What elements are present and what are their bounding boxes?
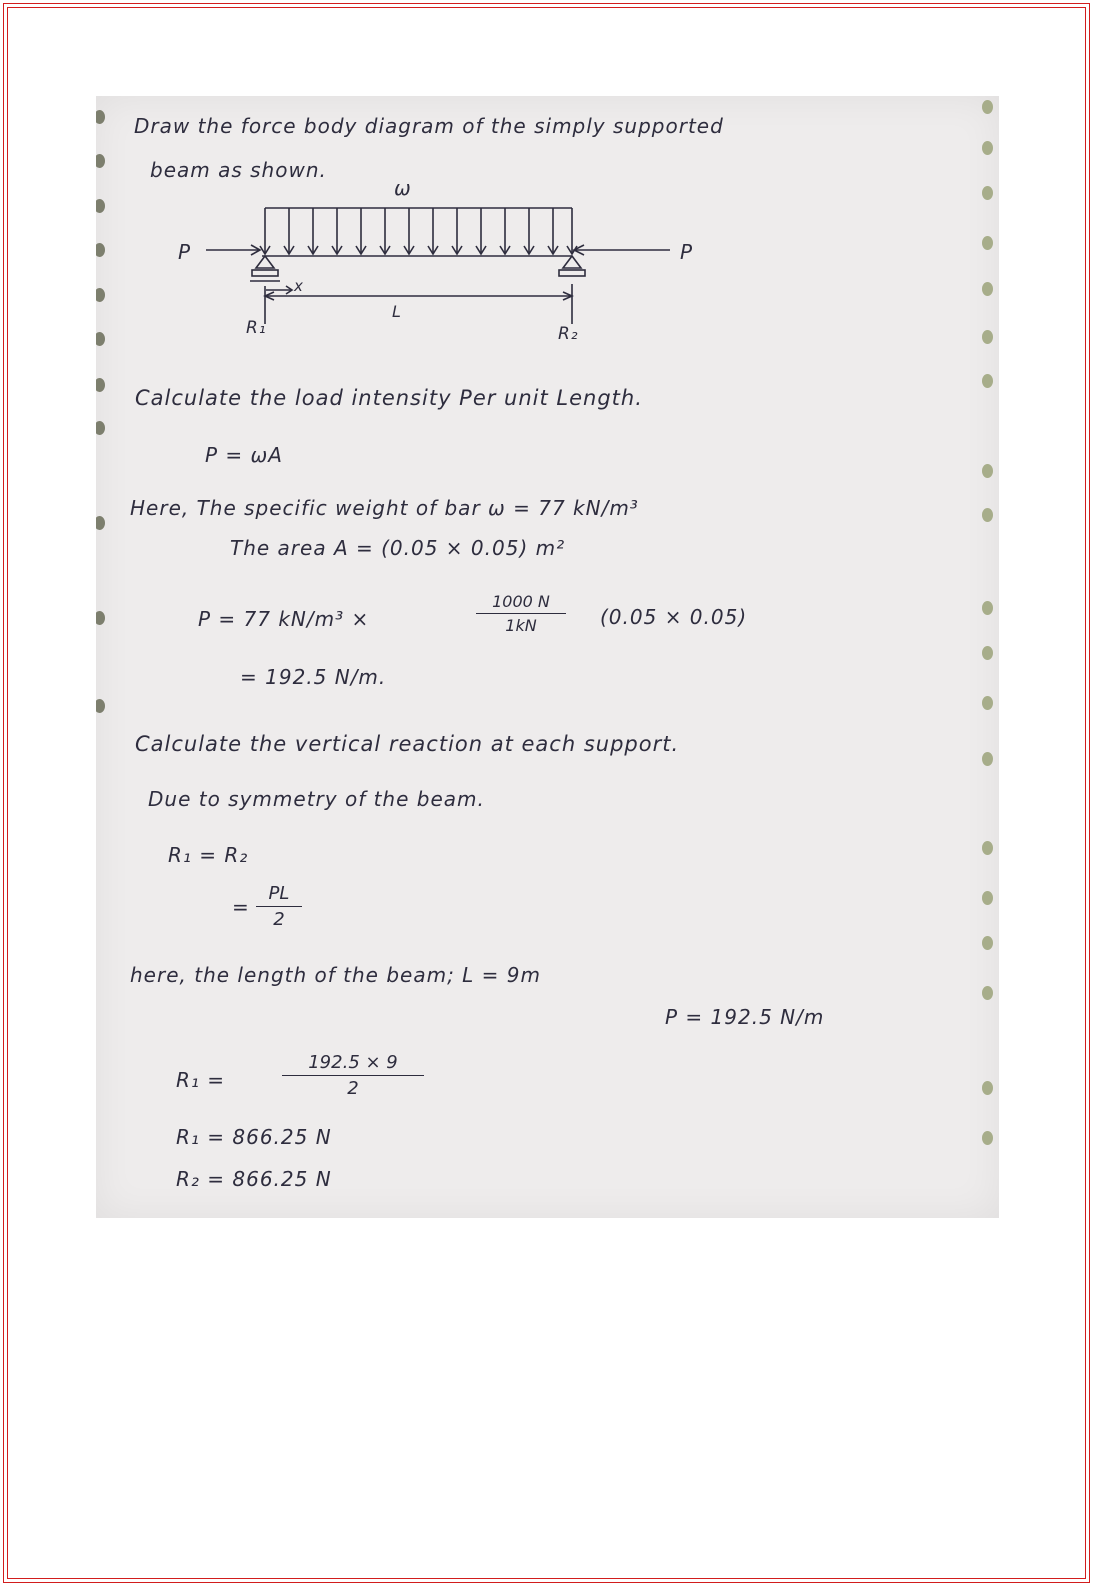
length-dimension bbox=[265, 284, 572, 324]
step1-formula: P = ωA bbox=[205, 443, 283, 467]
length-label: L bbox=[392, 302, 402, 321]
beam-length-line: here, the length of the beam; L = 9m bbox=[130, 963, 541, 987]
reaction-formula-denominator: 2 bbox=[273, 909, 285, 930]
symmetry-line: Due to symmetry of the beam. bbox=[148, 787, 485, 811]
r1-numerator: 192.5 × 9 bbox=[308, 1052, 398, 1073]
left-force-arrow bbox=[206, 245, 260, 255]
udl-arrows bbox=[260, 208, 577, 254]
area-line: The area A = (0.05 × 0.05) m² bbox=[230, 536, 566, 560]
left-reaction-label: R₁ bbox=[246, 318, 267, 338]
step1-title: Calculate the load intensity Per unit Length. bbox=[135, 386, 643, 410]
unit-conversion-denominator: 1kN bbox=[505, 616, 537, 635]
reaction-formula-fraction bbox=[256, 883, 302, 930]
calc-tail: (0.05 × 0.05) bbox=[600, 605, 748, 629]
step2-title: Calculate the vertical reaction at each support. bbox=[135, 732, 680, 756]
load-intensity-result: = 192.5 N/m. bbox=[240, 665, 387, 689]
right-support bbox=[559, 256, 585, 276]
left-force-label: P bbox=[178, 240, 192, 264]
problem-heading-line1: Draw the force body diagram of the simply supported bbox=[134, 114, 724, 138]
r1-denominator: 2 bbox=[347, 1078, 359, 1099]
free-body-diagram bbox=[170, 176, 730, 354]
reaction-formula-numerator: PL bbox=[268, 883, 290, 904]
left-support bbox=[250, 256, 280, 281]
r1-lhs: R₁ = bbox=[176, 1068, 226, 1092]
right-force-arrow bbox=[574, 245, 670, 255]
x-arrow bbox=[266, 286, 292, 294]
unit-conversion-fraction bbox=[476, 592, 566, 635]
specific-weight-line: Here, The specific weight of bar ω = 77 kN/m³ bbox=[130, 496, 639, 520]
reactions-equal: R₁ = R₂ bbox=[168, 843, 249, 867]
right-reaction-label: R₂ bbox=[558, 324, 579, 344]
problem-heading-line2: beam as shown. bbox=[150, 158, 327, 182]
unit-conversion-numerator: 1000 N bbox=[492, 592, 550, 611]
right-force-label: P bbox=[680, 240, 694, 264]
r1-fraction bbox=[282, 1052, 424, 1099]
calc-lhs: P = 77 kN/m³ × bbox=[198, 607, 370, 631]
load-intensity-label: ω bbox=[394, 176, 412, 200]
load-intensity-given: P = 192.5 N/m bbox=[665, 1005, 825, 1029]
x-label: x bbox=[294, 277, 304, 295]
r1-result: R₁ = 866.25 N bbox=[176, 1125, 332, 1149]
r2-result: R₂ = 866.25 N bbox=[176, 1167, 332, 1191]
reaction-formula-equals: = bbox=[232, 895, 250, 919]
